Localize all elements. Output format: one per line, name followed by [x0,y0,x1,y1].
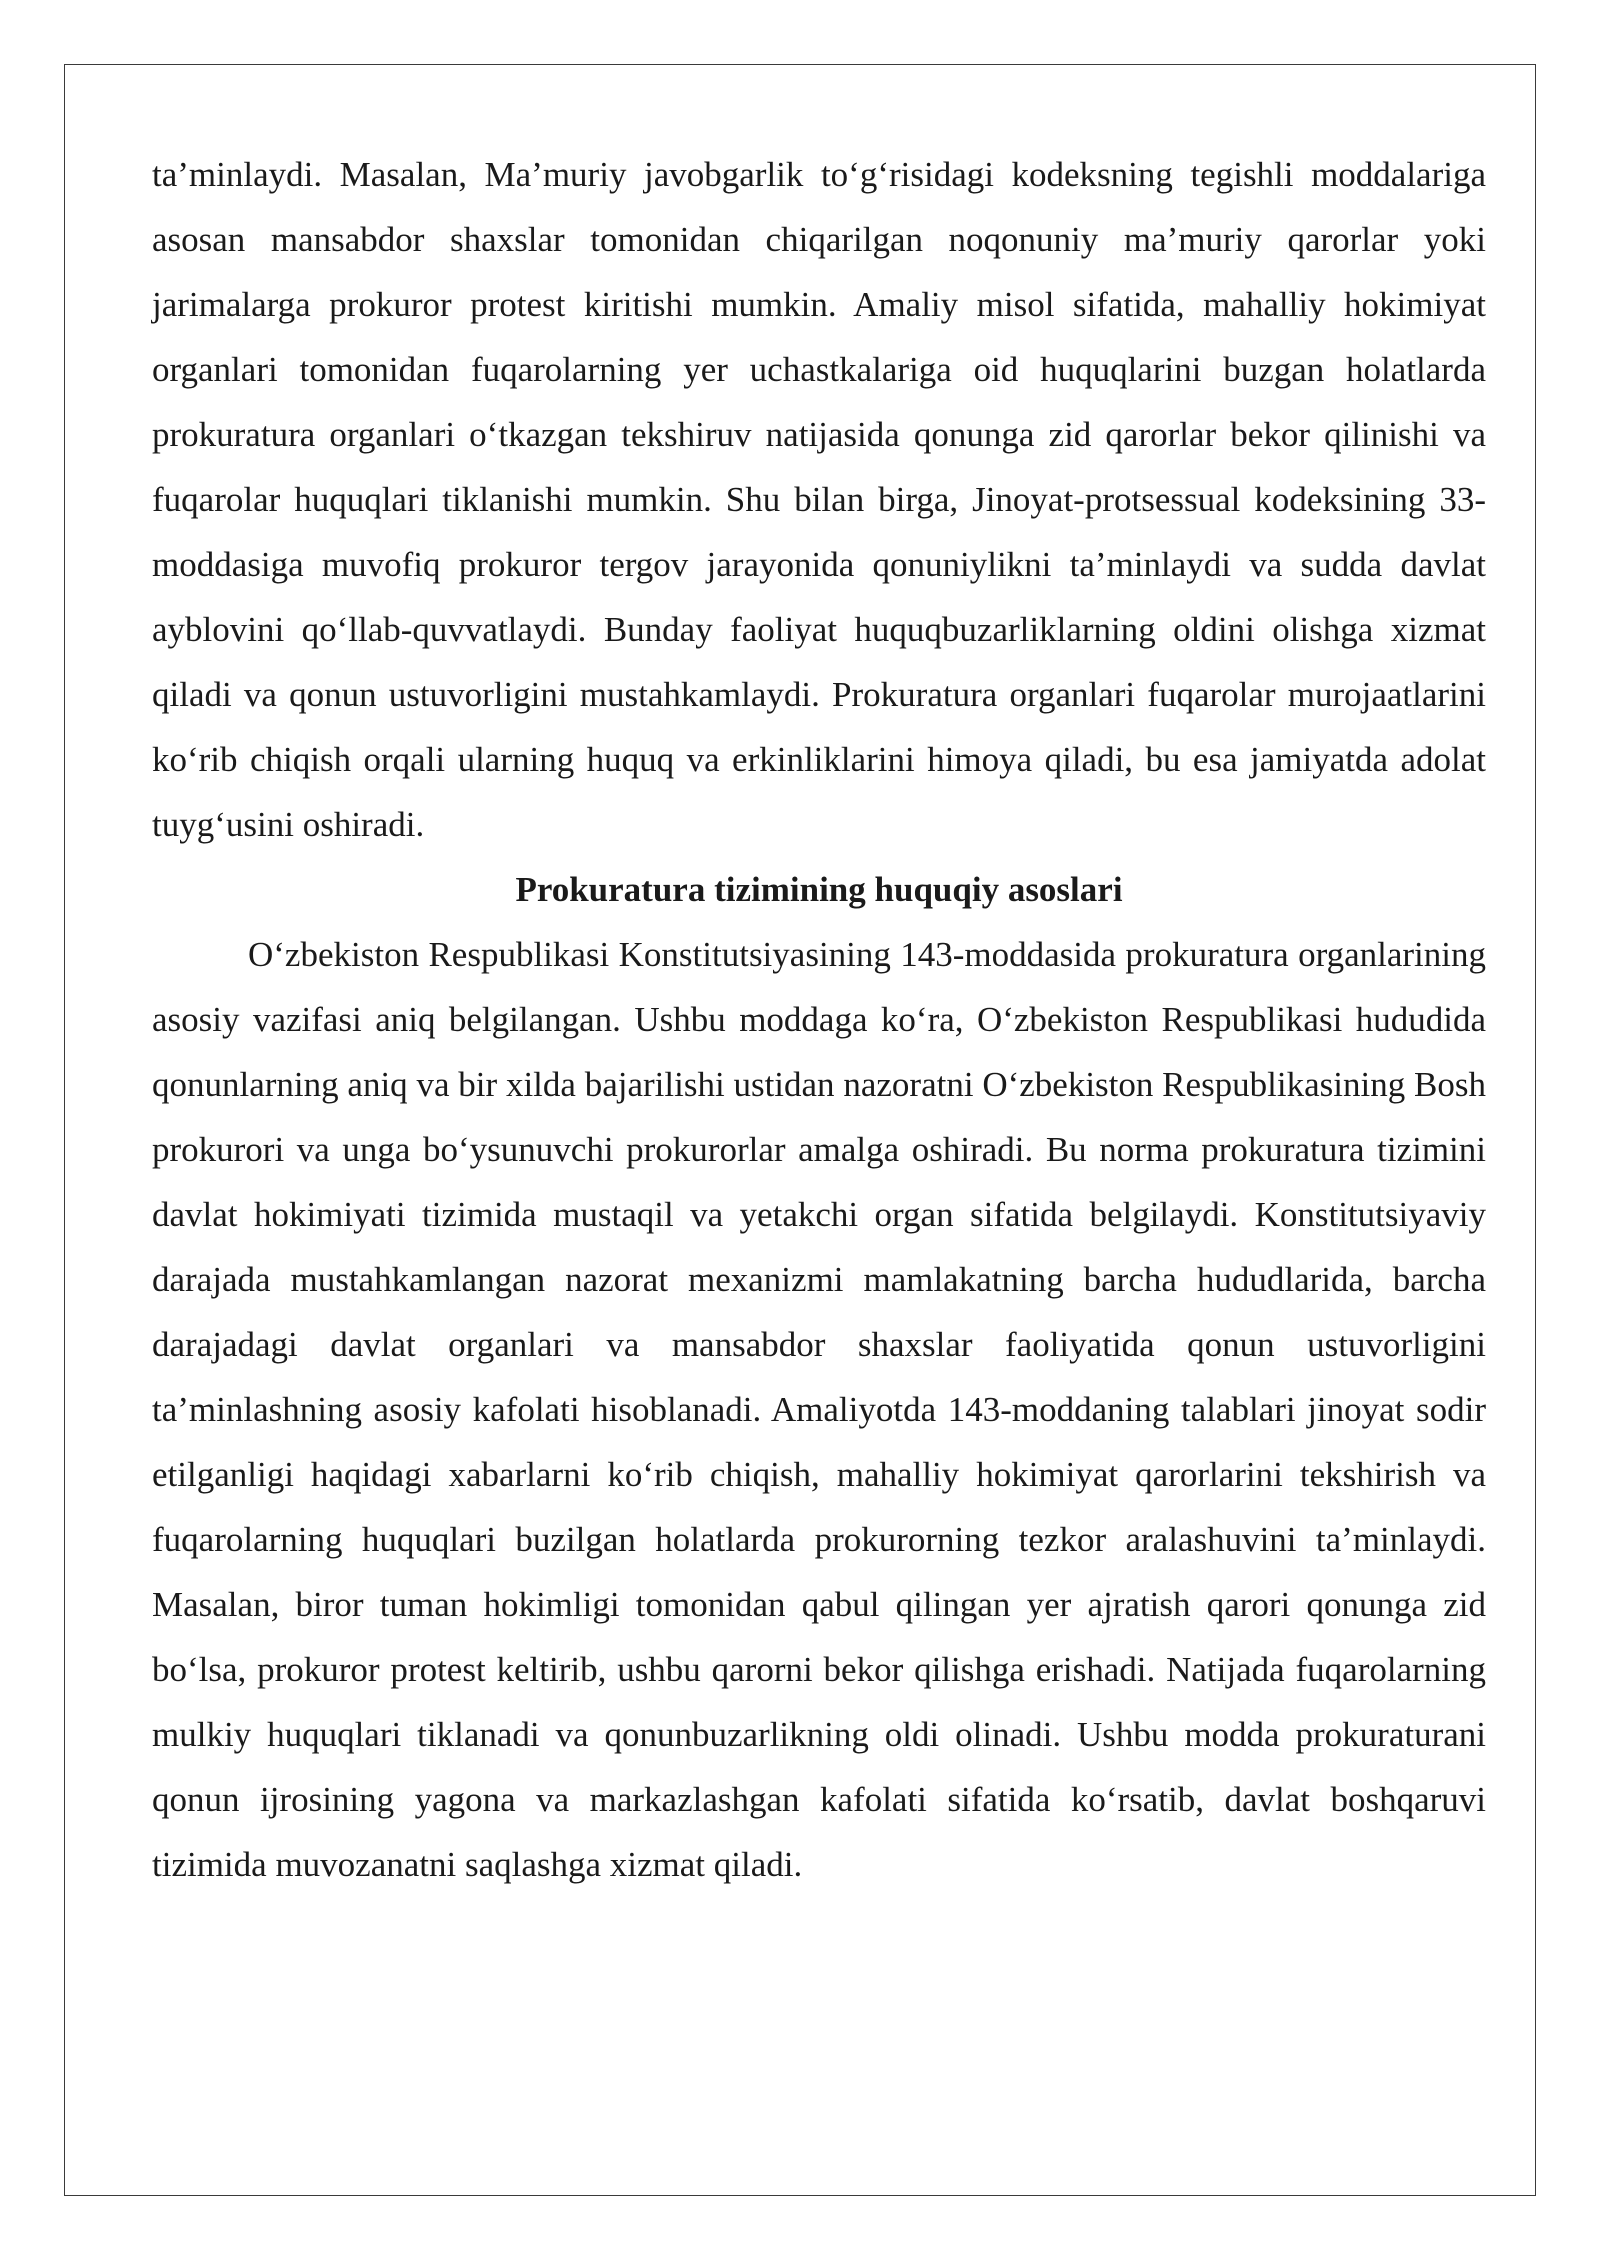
document-body [152,142,1486,1897]
paragraph-constitution-article-143: O‘zbekiston Respublikasi Konstitutsiyasining 143-moddasida prokuratura organlarining asosiy vazifasi aniq belgilangan. Ushbu moddaga ko‘ra, O‘zbekiston Respublikasi hududida qonunlarning aniq va bir xilda bajarilishi ustidan nazoratni O‘zbekiston Respublikasining Bosh prokurori va unga bo‘ysunuvchi prokurorlar amalga oshiradi. Bu norma prokuratura tizimini davlat hokimiyati tizimida mustaqil va yetakchi organ sifatida belgilaydi. Konstitutsiyaviy darajada mustahkamlangan nazorat mexanizmi mamlakatning barcha hududlarida, barcha darajadagi davlat organlari va mansabdor shaxslar faoliyatida qonun ustuvorligini ta’minlashning asosiy kafolati hisoblanadi. Amaliyotda 143-moddaning talablari jinoyat sodir etilganligi haqidagi xabarlarni ko‘rib chiqish, mahalliy hokimiyat qarorlarini tekshirish va fuqarolarning huquqlari buzilgan holatlarda prokurorning tezkor aralashuvini ta’minlaydi. Masalan, biror tuman hokimligi tomonidan qabul qilingan yer ajratish qarori qonunga zid bo‘lsa, prokuror protest keltirib, ushbu qarorni bekor qilishga erishadi. Natijada fuqarolarning mulkiy huquqlari tiklanadi va qonunbuzarlikning oldi olinadi. Ushbu modda prokuraturani qonun ijrosining yagona va markazlashgan kafolati sifatida ko‘rsatib, davlat boshqaruvi tizimida muvozanatni saqlashga xizmat qiladi. [152,935,1486,1884]
section-heading: Prokuratura tizimining huquqiy asoslari [515,870,1123,909]
paragraph-continuation: ta’minlaydi. Masalan, Ma’muriy javobgarlik to‘g‘risidagi kodeksning tegishli moddalariga asosan mansabdor shaxslar tomonidan chiqarilgan noqonuniy ma’muriy qarorlar yoki jarimalarga prokuror protest kiritishi mumkin. Amaliy misol sifatida, mahalliy hokimiyat organlari tomonidan fuqarolarning yer uchastkalariga oid huquqlarini buzgan holatlarda prokuratura organlari o‘tkazgan tekshiruv natijasida qonunga zid qarorlar bekor qilinishi va fuqarolar huquqlari tiklanishi mumkin. Shu bilan birga, Jinoyat-protsessual kodeksining 33-moddasiga muvofiq prokuror tergov jarayonida qonuniylikni ta’minlaydi va sudda davlat ayblovini qo‘llab-quvvatlaydi. Bunday faoliyat huquqbuzarliklarning oldini olishga xizmat qiladi va qonun ustuvorligini mustahkamlaydi. Prokuratura organlari fuqarolar murojaatlarini ko‘rib chiqish orqali ularning huquq va erkinliklarini himoya qiladi, bu esa jamiyatda adolat tuyg‘usini oshiradi. [152,155,1486,844]
